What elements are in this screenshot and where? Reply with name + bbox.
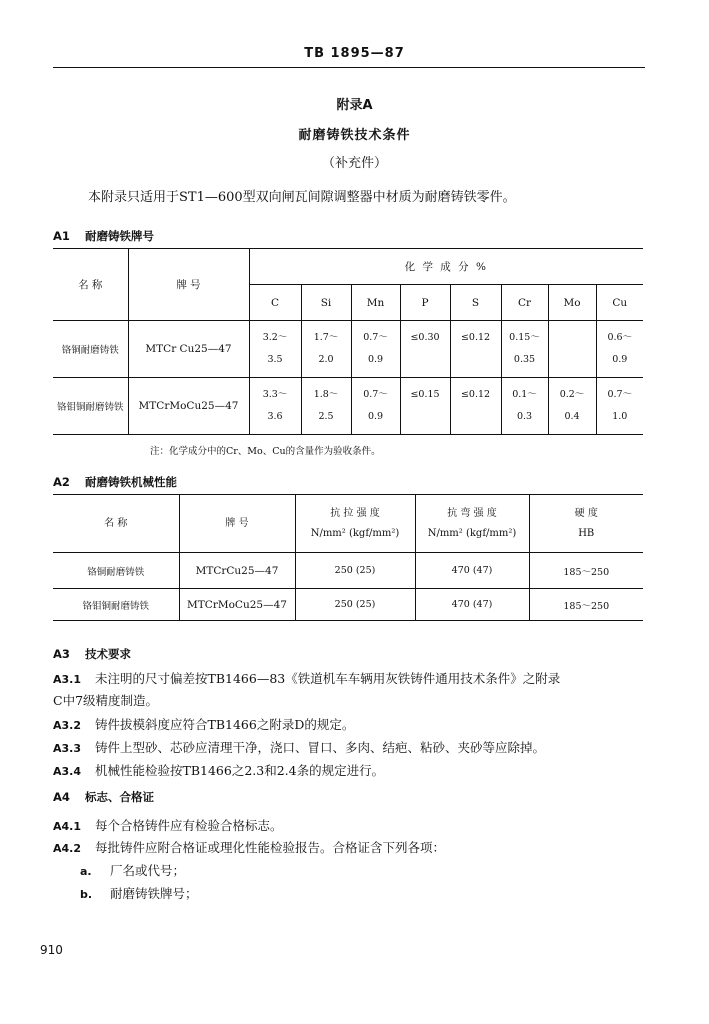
table-row: [53, 378, 643, 435]
section-title: 耐磨铸铁牌号: [85, 229, 154, 243]
clause-number: A3.3: [53, 742, 81, 755]
clause-text: 铸件上型砂、芯砂应清理干净，浇口、冒口、多肉、结疤、粘砂、夹砂等应除掉。: [95, 740, 546, 755]
col-name-header: 名 称: [53, 495, 179, 553]
value-cell: ≤0.30: [400, 321, 450, 378]
value-cell: ≤0.12: [450, 321, 501, 378]
section-a3-heading: [53, 646, 131, 662]
bending-value: 470 (47): [415, 553, 529, 589]
clause-number: A3.4: [53, 765, 81, 778]
element-header: Si: [301, 285, 351, 321]
element-header: Cu: [596, 285, 643, 321]
clause-a3-2: [53, 715, 354, 733]
section-number: A1: [53, 229, 70, 243]
section-a2-heading: [53, 474, 177, 490]
clause-text: 每批铸件应附合格证或理化性能检验报告。合格证含下列各项：: [95, 840, 446, 855]
list-text: 耐磨铸铁牌号；: [110, 886, 198, 901]
col-bending-header: 抗 弯 强 度 N/mm² (kgf/mm²): [415, 495, 529, 553]
clause-number: A4.2: [53, 842, 81, 855]
element-header: P: [400, 285, 450, 321]
value-cell: ≤0.15: [400, 378, 450, 435]
value-cell: 0.1～ 0.3: [501, 378, 548, 435]
appendix-subtitle: （补充件）: [321, 156, 387, 171]
material-grade: MTCrMoCu25—47: [128, 378, 249, 435]
element-header: C: [249, 285, 301, 321]
table-row: [53, 321, 643, 378]
value-cell: 0.15～ 0.35: [501, 321, 548, 378]
clause-text: 每个合格铸件应有检验合格标志。: [95, 818, 283, 833]
value-cell: 0.7～ 0.9: [351, 378, 400, 435]
hardness-value: 185～250: [529, 589, 643, 621]
page-number: 910: [40, 943, 63, 957]
clause-a4-1: [53, 816, 283, 834]
value-cell: 0.2～ 0.4: [548, 378, 596, 435]
mechanical-properties-table: [53, 494, 643, 621]
tensile-value: 250 (25): [295, 589, 415, 621]
clause-a3-1: [53, 669, 560, 687]
element-header: Mo: [548, 285, 596, 321]
material-grade: MTCrMoCu25—47: [179, 589, 295, 621]
section-a1-heading: [53, 228, 154, 244]
table-row: [53, 553, 643, 589]
col-grade-header: 牌 号: [128, 249, 249, 321]
list-item-b: [80, 884, 198, 902]
list-item-a: [80, 861, 185, 879]
material-grade: MTCr Cu25—47: [128, 321, 249, 378]
value-cell: 3.3～ 3.6: [249, 378, 301, 435]
clause-text: 机械性能检验按TB1466之2.3和2.4条的规定进行。: [95, 763, 385, 778]
clause-number: A4.1: [53, 820, 81, 833]
value-cell: 1.7～ 2.0: [301, 321, 351, 378]
value-cell: 0.7～ 1.0: [596, 378, 643, 435]
section-title: 技术要求: [85, 647, 131, 661]
material-name: 铬铜耐磨铸铁: [53, 321, 128, 378]
material-grade: MTCrCu25—47: [179, 553, 295, 589]
table-note: 注：化学成分中的Cr、Mo、Cu的含量作为验收条件。: [150, 446, 381, 457]
element-header: Mn: [351, 285, 400, 321]
element-header: S: [450, 285, 501, 321]
clause-a3-1-cont: C中7级精度制造。: [53, 693, 159, 708]
intro-paragraph: 本附录只适用于ST1—600型双向闸瓦间隙调整器中材质为耐磨铸铁零件。: [88, 190, 516, 205]
appendix-label: 附录A: [336, 98, 373, 113]
composition-group-header: 化 学 成 分 %: [249, 249, 643, 285]
col-grade-header: 牌 号: [179, 495, 295, 553]
table-row: [53, 589, 643, 621]
section-title: 标志、合格证: [85, 790, 154, 804]
clause-number: A3.1: [53, 673, 81, 686]
chemical-composition-table: [53, 248, 643, 435]
clause-a3-3: [53, 738, 545, 756]
appendix-title: 耐磨铸铁技术条件: [298, 128, 411, 143]
section-title: 耐磨铸铁机械性能: [85, 475, 177, 489]
clause-text: 铸件拔模斜度应符合TB1466之附录D的规定。: [95, 717, 355, 732]
col-tensile-header: 抗 拉 强 度 N/mm² (kgf/mm²): [295, 495, 415, 553]
value-cell: 0.6～ 0.9: [596, 321, 643, 378]
section-number: A4: [53, 790, 70, 804]
clause-a4-2: [53, 838, 445, 856]
bending-value: 470 (47): [415, 589, 529, 621]
col-hardness-header: 硬 度 HB: [529, 495, 643, 553]
value-cell: 1.8～ 2.5: [301, 378, 351, 435]
value-cell: 3.2～ 3.5: [249, 321, 301, 378]
section-number: A2: [53, 475, 70, 489]
value-cell: [548, 321, 596, 378]
list-text: 厂名或代号；: [110, 863, 186, 878]
hardness-value: 185～250: [529, 553, 643, 589]
section-a4-heading: [53, 789, 154, 805]
section-number: A3: [53, 647, 70, 661]
material-name: 铬铜耐磨铸铁: [53, 553, 179, 589]
tensile-value: 250 (25): [295, 553, 415, 589]
value-cell: 0.7～ 0.9: [351, 321, 400, 378]
material-name: 铬钼铜耐磨铸铁: [53, 378, 128, 435]
clause-text: 未注明的尺寸偏差按TB1466—83《铁道机车车辆用灰铁铸件通用技术条件》之附录: [95, 671, 561, 686]
list-marker: a.: [80, 865, 92, 878]
list-marker: b.: [80, 888, 93, 901]
clause-number: A3.2: [53, 719, 81, 732]
material-name: 铬钼铜耐磨铸铁: [53, 589, 179, 621]
value-cell: ≤0.12: [450, 378, 501, 435]
col-name-header: 名 称: [53, 249, 128, 321]
element-header: Cr: [501, 285, 548, 321]
header-rule: [53, 67, 645, 68]
clause-a3-4: [53, 761, 384, 779]
standard-code: TB 1895—87: [304, 46, 405, 61]
